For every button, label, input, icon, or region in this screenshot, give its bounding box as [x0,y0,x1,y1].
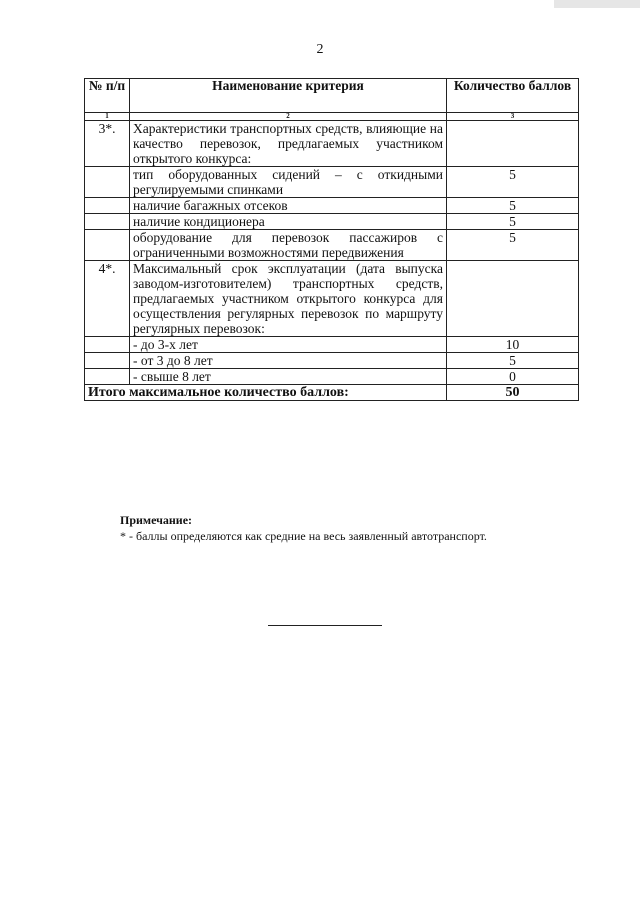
table-row [85,353,579,369]
table-header-row [85,79,579,113]
criterion-name: наличие кондиционера [130,214,447,230]
criterion-name: - от 3 до 8 лет [130,353,447,369]
criterion-score: 5 [447,167,579,198]
criterion-name: оборудование для перевозок пассажиров с ограниченными возможностями передвижения [130,230,447,261]
total-label: Итого максимальное количество баллов: [85,385,447,401]
row-number [85,198,130,214]
criterion-name: Характеристики транспортных средств, влияющие на качество перевозок, предлагаемых участником открытого конкурса: [130,121,447,167]
page-number: 2 [316,42,324,57]
separator-line [268,625,382,626]
criterion-name: - до 3-х лет [130,337,447,353]
column-index: 3 [447,113,579,121]
criterion-name: тип оборудованных сидений – с откидными регулируемыми спинками [130,167,447,198]
table-row [85,230,579,261]
row-number [85,214,130,230]
criterion-name: Максимальный срок эксплуатации (дата выпуска заводом-изготовителем) транспортных средств, предлагаемых участником открытого конкурса для осуществления регулярных перевозок по маршруту регулярных перевозок: [130,261,447,337]
table-row [85,198,579,214]
row-number [85,369,130,385]
table-row [85,121,579,167]
note-block [120,512,580,544]
table-row [85,369,579,385]
row-number [85,230,130,261]
criterion-score: 5 [447,230,579,261]
column-index: 1 [85,113,130,121]
total-value: 50 [447,385,579,401]
table-row [85,261,579,337]
criterion-name: наличие багажных отсеков [130,198,447,214]
header-score: Количество баллов [447,79,579,113]
row-number [85,167,130,198]
note-title: Примечание: [120,513,193,527]
note-text: * - баллы определяются как средние на весь заявленный автотранспорт. [120,529,487,543]
row-number: 4*. [85,261,130,337]
header-num: № п/п [85,79,130,113]
row-number: 3*. [85,121,130,167]
criteria-table [84,78,579,401]
table-row [85,214,579,230]
criterion-score: 5 [447,198,579,214]
table-row [85,337,579,353]
row-number [85,353,130,369]
criterion-score: 5 [447,353,579,369]
column-index-row [85,113,579,121]
scan-artifact [554,0,640,8]
table-body [85,121,579,401]
criterion-score: 0 [447,369,579,385]
criterion-name: - свыше 8 лет [130,369,447,385]
criterion-score: 5 [447,214,579,230]
criterion-score: 10 [447,337,579,353]
criterion-score [447,261,579,337]
total-row [85,385,579,401]
criterion-score [447,121,579,167]
header-name: Наименование критерия [130,79,447,113]
row-number [85,337,130,353]
column-index: 2 [130,113,447,121]
table-row [85,167,579,198]
